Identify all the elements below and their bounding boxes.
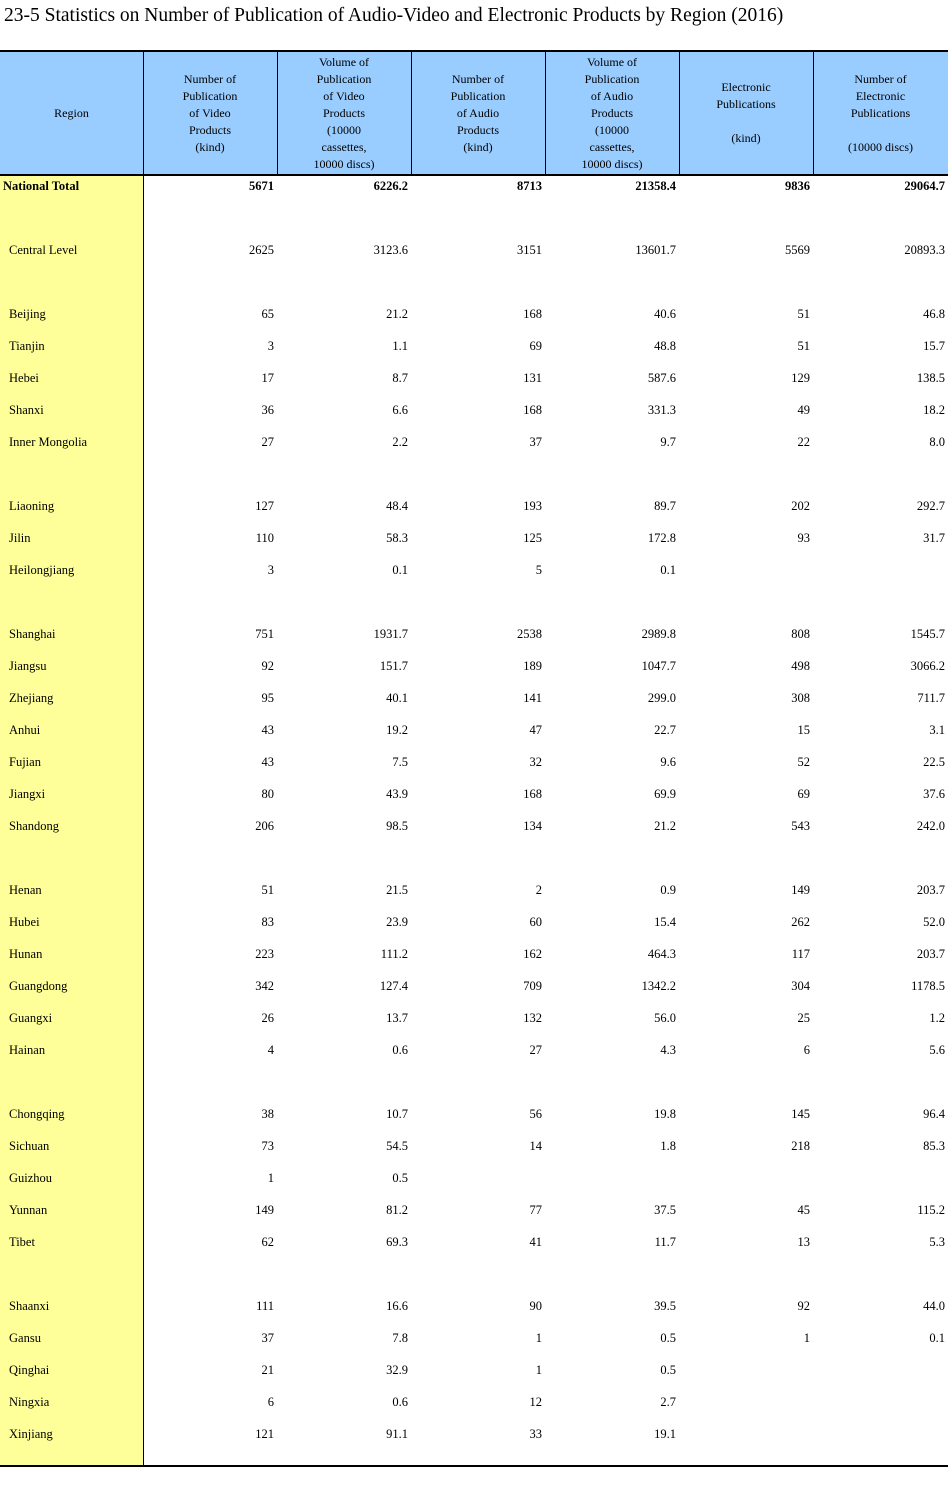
cell-value: 0.5 [660,1363,676,1377]
cell-value: 709 [523,979,542,993]
cell-value: 3.1 [929,723,945,737]
cell-value: 19.8 [654,1107,676,1121]
cell-value: 27 [529,1043,542,1057]
table-row [0,304,948,324]
region-name: Hainan [9,1043,46,1057]
table-row [0,1392,948,1412]
cell-value: 149 [255,1203,274,1217]
cell-value: 22.5 [923,755,945,769]
cell-value: 9.6 [660,755,676,769]
cell-value: 587.6 [647,371,676,385]
region-name: Chongqing [9,1107,65,1121]
cell-value: 46.8 [923,307,945,321]
cell-value: 121 [255,1427,274,1441]
cell-value: 26 [261,1011,274,1025]
table-row [0,1200,948,1220]
cell-value: 2625 [249,243,274,257]
table-row [0,976,948,996]
cell-value: 172.8 [647,531,676,545]
cell-value: 95 [261,691,274,705]
cell-value: 98.5 [386,819,408,833]
header-divider [143,52,144,174]
cell-value: 0.5 [660,1331,676,1345]
cell-value: 43.9 [386,787,408,801]
table-row [0,1424,948,1444]
cell-value: 6226.2 [373,179,408,193]
region-name: National Total [3,179,80,193]
cell-value: 168 [523,403,542,417]
cell-value: 36 [261,403,274,417]
cell-value: 25 [797,1011,810,1025]
cell-value: 90 [529,1299,542,1313]
cell-value: 51 [797,339,810,353]
header-column-2: Volume of Publication of Video Products (10000 cassettes, 10000 discs) [313,54,375,171]
cell-value: 304 [791,979,810,993]
cell-value: 40.1 [386,691,408,705]
table-row [0,1328,948,1348]
table-row [0,400,948,420]
cell-value: 19.2 [386,723,408,737]
cell-value: 92 [261,659,274,673]
cell-value: 4 [267,1043,274,1057]
cell-value: 3 [267,339,274,353]
cell-value: 1 [267,1171,274,1185]
cell-value: 54.5 [386,1139,408,1153]
cell-value: 10.7 [386,1107,408,1121]
cell-value: 0.1 [660,563,676,577]
cell-value: 0.9 [660,883,676,897]
cell-value: 37 [261,1331,274,1345]
cell-value: 1 [803,1331,810,1345]
region-name: Heilongjiang [9,563,75,577]
cell-value: 2 [535,883,542,897]
cell-value: 168 [523,307,542,321]
cell-value: 49 [797,403,810,417]
cell-value: 19.1 [654,1427,676,1441]
cell-value: 1342.2 [641,979,676,993]
cell-value: 218 [791,1139,810,1153]
cell-value: 11.7 [654,1235,676,1249]
header-divider [411,52,412,174]
region-name: Sichuan [9,1139,50,1153]
cell-value: 69.9 [654,787,676,801]
cell-value: 85.3 [923,1139,945,1153]
header-column-1: Number of Publication of Video Products (kind) [182,71,238,154]
header-divider [277,52,278,174]
region-name: Anhui [9,723,41,737]
cell-value: 17 [261,371,274,385]
cell-value: 127.4 [379,979,408,993]
cell-value: 1.8 [660,1139,676,1153]
cell-value: 117 [791,947,810,961]
cell-value: 145 [791,1107,810,1121]
cell-value: 47 [529,723,542,737]
cell-value: 8713 [517,179,542,193]
cell-value: 1 [535,1363,542,1377]
cell-value: 129 [791,371,810,385]
region-name: Xinjiang [9,1427,53,1441]
region-name: Beijing [9,307,46,321]
region-name: Inner Mongolia [9,435,88,449]
cell-value: 127 [255,499,274,513]
cell-value: 0.5 [392,1171,408,1185]
cell-value: 5671 [249,179,274,193]
cell-value: 32.9 [386,1363,408,1377]
cell-value: 3123.6 [373,243,408,257]
cell-value: 132 [523,1011,542,1025]
cell-value: 56.0 [654,1011,676,1025]
cell-value: 1.2 [929,1011,945,1025]
cell-value: 83 [261,915,274,929]
cell-value: 69 [797,787,810,801]
cell-value: 14 [529,1139,542,1153]
cell-value: 21.2 [386,307,408,321]
cell-value: 91.1 [386,1427,408,1441]
table-row [0,1168,948,1188]
cell-value: 299.0 [647,691,676,705]
cell-value: 0.1 [392,563,408,577]
header-column-5: Electronic Publications (kind) [716,80,776,145]
cell-value: 21.5 [386,883,408,897]
table-row [0,1136,948,1156]
region-name: Hunan [9,947,43,961]
cell-value: 93 [797,531,810,545]
table-row [0,1008,948,1028]
cell-value: 22.7 [654,723,676,737]
region-name: Guizhou [9,1171,53,1185]
region-name: Shanghai [9,627,56,641]
cell-value: 69 [529,339,542,353]
table-row [0,720,948,740]
table-row [0,816,948,836]
cell-value: 89.7 [654,499,676,513]
cell-value: 52.0 [923,915,945,929]
cell-value: 149 [791,883,810,897]
cell-value: 543 [791,819,810,833]
cell-value: 43 [261,723,274,737]
cell-value: 6 [803,1043,810,1057]
cell-value: 81.2 [386,1203,408,1217]
cell-value: 308 [791,691,810,705]
cell-value: 342 [255,979,274,993]
cell-value: 40.6 [654,307,676,321]
cell-value: 21.2 [654,819,676,833]
table-row [0,880,948,900]
table-row [0,656,948,676]
cell-value: 242.0 [916,819,945,833]
cell-value: 15 [797,723,810,737]
table-row [0,528,948,548]
cell-value: 41 [529,1235,542,1249]
cell-value: 56 [529,1107,542,1121]
cell-value: 12 [529,1395,542,1409]
table-row [0,240,948,260]
cell-value: 8.7 [392,371,408,385]
region-name: Shandong [9,819,59,833]
cell-value: 38 [261,1107,274,1121]
header-divider [545,52,546,174]
cell-value: 52 [797,755,810,769]
region-name: Hebei [9,371,39,385]
region-name: Henan [9,883,42,897]
cell-value: 9.7 [660,435,676,449]
cell-value: 18.2 [923,403,945,417]
cell-value: 9836 [785,179,810,193]
cell-value: 262 [791,915,810,929]
header-column-3: Number of Publication of Audio Products (kind) [450,71,506,154]
cell-value: 3066.2 [910,659,945,673]
table-row [0,1360,948,1380]
region-name: Gansu [9,1331,41,1345]
cell-value: 134 [523,819,542,833]
cell-value: 0.6 [392,1043,408,1057]
region-name: Jiangsu [9,659,47,673]
region-name: Yunnan [9,1203,48,1217]
table-row [0,1296,948,1316]
cell-value: 31.7 [923,531,945,545]
cell-value: 44.0 [923,1299,945,1313]
cell-value: 23.9 [386,915,408,929]
cell-value: 7.8 [392,1331,408,1345]
cell-value: 331.3 [647,403,676,417]
cell-value: 37 [529,435,542,449]
cell-value: 77 [529,1203,542,1217]
cell-value: 20893.3 [904,243,945,257]
cell-value: 141 [523,691,542,705]
cell-value: 8.0 [929,435,945,449]
cell-value: 151.7 [379,659,408,673]
cell-value: 115.2 [917,1203,945,1217]
header-divider [813,52,814,174]
cell-value: 292.7 [916,499,945,513]
bottom-rule [0,1465,948,1467]
cell-value: 1047.7 [641,659,676,673]
cell-value: 33 [529,1427,542,1441]
cell-value: 62 [261,1235,274,1249]
cell-value: 15.7 [923,339,945,353]
cell-value: 1.1 [392,339,408,353]
region-name: Jilin [9,531,31,545]
cell-value: 13.7 [386,1011,408,1025]
cell-value: 711.7 [917,691,945,705]
cell-value: 21358.4 [635,179,676,193]
table-row [0,176,948,196]
cell-value: 51 [797,307,810,321]
cell-value: 4.3 [660,1043,676,1057]
header-column-4: Volume of Publication of Audio Products (10000 cassettes, 10000 discs) [581,54,643,171]
cell-value: 168 [523,787,542,801]
cell-value: 5.3 [929,1235,945,1249]
cell-value: 48.8 [654,339,676,353]
cell-value: 751 [255,627,274,641]
cell-value: 37.5 [654,1203,676,1217]
cell-value: 0.6 [392,1395,408,1409]
cell-value: 808 [791,627,810,641]
cell-value: 2.7 [660,1395,676,1409]
cell-value: 16.6 [386,1299,408,1313]
cell-value: 1545.7 [910,627,945,641]
region-name: Shaanxi [9,1299,50,1313]
cell-value: 2.2 [392,435,408,449]
table-row [0,496,948,516]
table-row [0,784,948,804]
cell-value: 0.1 [929,1331,945,1345]
cell-value: 125 [523,531,542,545]
region-name: Hubei [9,915,40,929]
region-name: Shanxi [9,403,44,417]
cell-value: 13 [797,1235,810,1249]
table-row [0,336,948,356]
cell-value: 58.3 [386,531,408,545]
cell-value: 111.2 [380,947,408,961]
cell-value: 96.4 [923,1107,945,1121]
cell-value: 5 [535,563,542,577]
table-row [0,560,948,580]
table-row [0,432,948,452]
cell-value: 193 [523,499,542,513]
cell-value: 3 [267,563,274,577]
page-title: 23-5 Statistics on Number of Publication of Audio-Video and Electronic Products by Region (2016) [4,5,784,26]
cell-value: 202 [791,499,810,513]
cell-value: 92 [797,1299,810,1313]
table-row [0,1040,948,1060]
cell-value: 498 [791,659,810,673]
cell-value: 69.3 [386,1235,408,1249]
cell-value: 1931.7 [373,627,408,641]
cell-value: 65 [261,307,274,321]
cell-value: 27 [261,435,274,449]
table-row [0,912,948,932]
cell-value: 1178.5 [911,979,945,993]
table-row [0,624,948,644]
table-row [0,368,948,388]
cell-value: 7.5 [392,755,408,769]
cell-value: 131 [523,371,542,385]
cell-value: 51 [261,883,274,897]
region-name: Ningxia [9,1395,50,1409]
header-region: Region [54,105,89,120]
cell-value: 60 [529,915,542,929]
table-row [0,944,948,964]
table-row [0,1232,948,1252]
header-divider [679,52,680,174]
cell-value: 1 [535,1331,542,1345]
cell-value: 138.5 [916,371,945,385]
cell-value: 48.4 [386,499,408,513]
cell-value: 111 [256,1299,274,1313]
region-name: Guangdong [9,979,68,993]
region-name: Qinghai [9,1363,50,1377]
cell-value: 45 [797,1203,810,1217]
cell-value: 464.3 [647,947,676,961]
cell-value: 189 [523,659,542,673]
region-name: Fujian [9,755,41,769]
cell-value: 13601.7 [635,243,676,257]
cell-value: 29064.7 [904,179,945,193]
region-name: Tibet [9,1235,35,1249]
cell-value: 15.4 [654,915,676,929]
region-name: Liaoning [9,499,55,513]
cell-value: 110 [255,531,274,545]
cell-value: 73 [261,1139,274,1153]
cell-value: 6 [267,1395,274,1409]
cell-value: 6.6 [392,403,408,417]
cell-value: 203.7 [916,947,945,961]
cell-value: 223 [255,947,274,961]
cell-value: 2538 [517,627,542,641]
cell-value: 206 [255,819,274,833]
cell-value: 37.6 [923,787,945,801]
cell-value: 22 [797,435,810,449]
table-row [0,688,948,708]
cell-value: 203.7 [916,883,945,897]
cell-value: 162 [523,947,542,961]
cell-value: 80 [261,787,274,801]
cell-value: 32 [529,755,542,769]
region-name: Tianjin [9,339,45,353]
cell-value: 39.5 [654,1299,676,1313]
region-name: Guangxi [9,1011,53,1025]
region-name: Zhejiang [9,691,54,705]
cell-value: 21 [261,1363,274,1377]
cell-value: 5.6 [929,1043,945,1057]
table-row [0,1104,948,1124]
region-name: Jiangxi [9,787,46,801]
cell-value: 5569 [785,243,810,257]
cell-value: 2989.8 [641,627,676,641]
header-column-6: Number of Electronic Publications (10000 discs) [848,71,913,154]
cell-value: 3151 [517,243,542,257]
table-row [0,752,948,772]
region-name: Central Level [9,243,78,257]
cell-value: 43 [261,755,274,769]
